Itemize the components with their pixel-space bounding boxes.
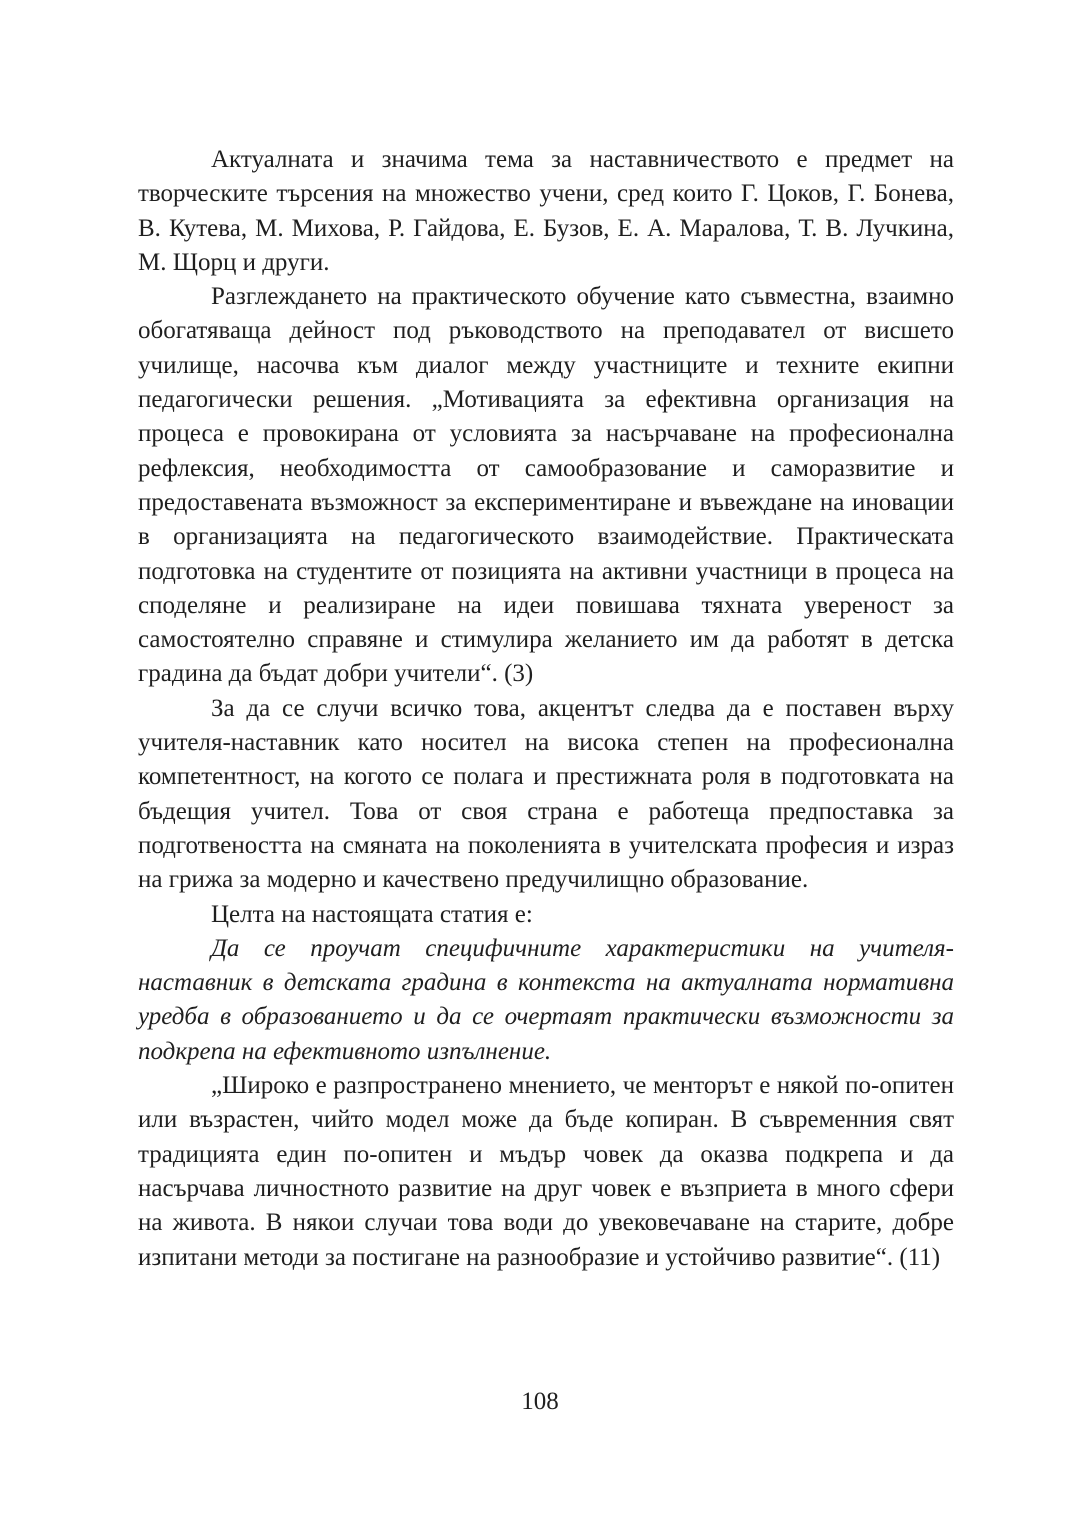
page-body bbox=[138, 143, 954, 1275]
page-number: 108 bbox=[521, 1388, 559, 1415]
paragraph-practical-training: Разглеждането на практическото обучение като съвместна, взаимно обогатяваща дейност под ръководството на преподавател от висшето училище, насочва към диалог между участниците и техните екипни педагогически решения. „Мотивацията за ефективна организация на процеса е провокирана от условията за насърчаване на професионална рефлексия, необходимостта от самообразование и саморазвитие и предоставената възможност за експериментиране и въвеждане на иновации в организацията на педагогическото взаимодействие. Практическата подготовка на студентите от позицията на активни участници в процеса на споделяне и реализиране на идеи повишава тяхната увереност за самостоятелно справяне и стимулира желанието им да работят в детска градина да бъдат добри учители“. (3) bbox=[138, 283, 954, 688]
paragraph-goal-statement: Да се проучат специфичните характеристики на учителя-наставник в детската градина в контекста на актуалната нормативна уредба в образованието и да се очертаят практически възможности за подкрепа на ефективното изпълнение. bbox=[138, 934, 954, 1065]
paragraph-researchers: Актуалната и значима тема за наставничеството е предмет на творческите търсения на множество учени, сред които Г. Цоков, Г. Бонева, В. Кутева, М. Михова, Р. Гайдова, Е. Бузов, Е. А. Маралова, Т. В. Лучкина, М. Щорц и други. bbox=[138, 146, 954, 276]
paragraph-mentor-quote: „Широко е разпространено мнението, че менторът е някой по-опитен или възрастен, чийто модел може да бъде копиран. В съвременния свят традицията един по-опитен и мъдър човек да оказва подкрепа и да насърчава личностното развитие на друг човек е възприета в много сфери на живота. В някои случаи това води до увековечаване на старите, добре изпитани методи за постигане на разнообразие и устойчиво развитие“. (11) bbox=[138, 1072, 954, 1271]
paragraph-mentor-teacher: За да се случи всичко това, акцентът следва да е поставен върху учителя-наставник като носител на висока степен на професионална компетентност, на когото се полага и престижната роля в подготовката на бъдещия учител. Това от своя страна е работеща предпоставка за подготвеността на смяната на поколенията в учителската професия и израз на грижа за модерно и качествено предучилищно образование. bbox=[138, 694, 954, 894]
paragraph-goal-intro: Целта на настоящата статия е: bbox=[211, 900, 533, 928]
